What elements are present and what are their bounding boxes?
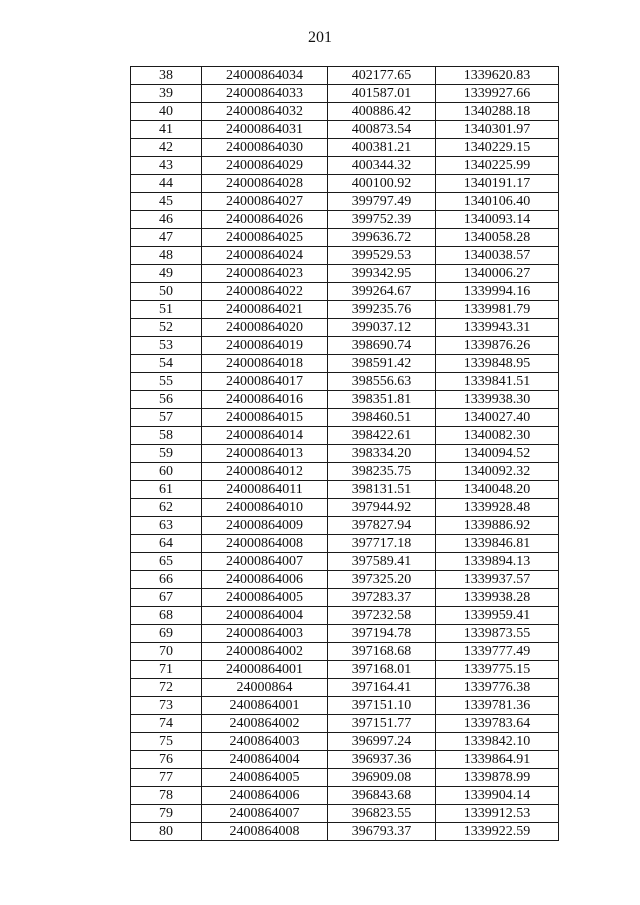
x-coordinate-cell: 396823.55 bbox=[328, 805, 436, 823]
point-id-cell: 24000864013 bbox=[202, 445, 328, 463]
table-row bbox=[131, 823, 559, 841]
point-number-cell: 64 bbox=[131, 535, 202, 553]
point-number-cell: 58 bbox=[131, 427, 202, 445]
point-id-cell: 24000864014 bbox=[202, 427, 328, 445]
y-coordinate-cell: 1340058.28 bbox=[436, 229, 559, 247]
table-row bbox=[131, 499, 559, 517]
y-coordinate-cell: 1339927.66 bbox=[436, 85, 559, 103]
point-id-cell: 24000864032 bbox=[202, 103, 328, 121]
x-coordinate-cell: 398556.63 bbox=[328, 373, 436, 391]
y-coordinate-cell: 1339842.10 bbox=[436, 733, 559, 751]
point-number-cell: 48 bbox=[131, 247, 202, 265]
table-row bbox=[131, 805, 559, 823]
point-number-cell: 47 bbox=[131, 229, 202, 247]
point-number-cell: 49 bbox=[131, 265, 202, 283]
point-number-cell: 41 bbox=[131, 121, 202, 139]
y-coordinate-cell: 1340225.99 bbox=[436, 157, 559, 175]
x-coordinate-cell: 399342.95 bbox=[328, 265, 436, 283]
y-coordinate-cell: 1340006.27 bbox=[436, 265, 559, 283]
table-row bbox=[131, 571, 559, 589]
point-id-cell: 24000864033 bbox=[202, 85, 328, 103]
point-number-cell: 68 bbox=[131, 607, 202, 625]
point-id-cell: 24000864021 bbox=[202, 301, 328, 319]
x-coordinate-cell: 397717.18 bbox=[328, 535, 436, 553]
point-id-cell: 24000864031 bbox=[202, 121, 328, 139]
point-number-cell: 77 bbox=[131, 769, 202, 787]
point-number-cell: 38 bbox=[131, 67, 202, 85]
point-id-cell: 24000864010 bbox=[202, 499, 328, 517]
y-coordinate-cell: 1339864.91 bbox=[436, 751, 559, 769]
table-row bbox=[131, 409, 559, 427]
table-row bbox=[131, 67, 559, 85]
y-coordinate-cell: 1339937.57 bbox=[436, 571, 559, 589]
x-coordinate-cell: 399235.76 bbox=[328, 301, 436, 319]
y-coordinate-cell: 1340038.57 bbox=[436, 247, 559, 265]
y-coordinate-cell: 1340092.32 bbox=[436, 463, 559, 481]
x-coordinate-cell: 397194.78 bbox=[328, 625, 436, 643]
table-row bbox=[131, 445, 559, 463]
table-row bbox=[131, 283, 559, 301]
point-number-cell: 43 bbox=[131, 157, 202, 175]
x-coordinate-cell: 398334.20 bbox=[328, 445, 436, 463]
point-id-cell: 24000864015 bbox=[202, 409, 328, 427]
table-row bbox=[131, 625, 559, 643]
page-number: 201 bbox=[308, 29, 332, 46]
y-coordinate-cell: 1339620.83 bbox=[436, 67, 559, 85]
point-id-cell: 2400864005 bbox=[202, 769, 328, 787]
y-coordinate-cell: 1339886.92 bbox=[436, 517, 559, 535]
x-coordinate-cell: 399797.49 bbox=[328, 193, 436, 211]
table-row bbox=[131, 427, 559, 445]
point-number-cell: 52 bbox=[131, 319, 202, 337]
point-number-cell: 61 bbox=[131, 481, 202, 499]
table-row bbox=[131, 157, 559, 175]
point-id-cell: 2400864007 bbox=[202, 805, 328, 823]
table-row bbox=[131, 787, 559, 805]
point-number-cell: 39 bbox=[131, 85, 202, 103]
x-coordinate-cell: 399636.72 bbox=[328, 229, 436, 247]
x-coordinate-cell: 399264.67 bbox=[328, 283, 436, 301]
point-number-cell: 53 bbox=[131, 337, 202, 355]
x-coordinate-cell: 398235.75 bbox=[328, 463, 436, 481]
y-coordinate-cell: 1340106.40 bbox=[436, 193, 559, 211]
x-coordinate-cell: 400344.32 bbox=[328, 157, 436, 175]
point-id-cell: 24000864018 bbox=[202, 355, 328, 373]
y-coordinate-cell: 1339777.49 bbox=[436, 643, 559, 661]
y-coordinate-cell: 1340301.97 bbox=[436, 121, 559, 139]
table-row bbox=[131, 193, 559, 211]
x-coordinate-cell: 396937.36 bbox=[328, 751, 436, 769]
point-id-cell: 24000864028 bbox=[202, 175, 328, 193]
point-number-cell: 66 bbox=[131, 571, 202, 589]
coordinates-table bbox=[130, 66, 559, 841]
point-id-cell: 24000864026 bbox=[202, 211, 328, 229]
point-number-cell: 57 bbox=[131, 409, 202, 427]
y-coordinate-cell: 1339841.51 bbox=[436, 373, 559, 391]
point-number-cell: 70 bbox=[131, 643, 202, 661]
x-coordinate-cell: 397232.58 bbox=[328, 607, 436, 625]
y-coordinate-cell: 1340288.18 bbox=[436, 103, 559, 121]
point-id-cell: 2400864002 bbox=[202, 715, 328, 733]
table-row bbox=[131, 715, 559, 733]
x-coordinate-cell: 399529.53 bbox=[328, 247, 436, 265]
point-number-cell: 50 bbox=[131, 283, 202, 301]
x-coordinate-cell: 398460.51 bbox=[328, 409, 436, 427]
point-number-cell: 73 bbox=[131, 697, 202, 715]
coordinates-table-body bbox=[131, 67, 559, 841]
point-id-cell: 24000864030 bbox=[202, 139, 328, 157]
table-row bbox=[131, 355, 559, 373]
x-coordinate-cell: 397164.41 bbox=[328, 679, 436, 697]
table-row bbox=[131, 769, 559, 787]
point-number-cell: 42 bbox=[131, 139, 202, 157]
point-id-cell: 2400864008 bbox=[202, 823, 328, 841]
y-coordinate-cell: 1339894.13 bbox=[436, 553, 559, 571]
y-coordinate-cell: 1339912.53 bbox=[436, 805, 559, 823]
point-id-cell: 24000864003 bbox=[202, 625, 328, 643]
x-coordinate-cell: 402177.65 bbox=[328, 67, 436, 85]
y-coordinate-cell: 1340229.15 bbox=[436, 139, 559, 157]
point-number-cell: 78 bbox=[131, 787, 202, 805]
point-number-cell: 65 bbox=[131, 553, 202, 571]
x-coordinate-cell: 400381.21 bbox=[328, 139, 436, 157]
table-row bbox=[131, 247, 559, 265]
point-number-cell: 51 bbox=[131, 301, 202, 319]
point-id-cell: 2400864001 bbox=[202, 697, 328, 715]
point-number-cell: 79 bbox=[131, 805, 202, 823]
table-row bbox=[131, 517, 559, 535]
point-number-cell: 56 bbox=[131, 391, 202, 409]
table-row bbox=[131, 589, 559, 607]
x-coordinate-cell: 399752.39 bbox=[328, 211, 436, 229]
table-row bbox=[131, 751, 559, 769]
y-coordinate-cell: 1339981.79 bbox=[436, 301, 559, 319]
point-number-cell: 59 bbox=[131, 445, 202, 463]
point-id-cell: 24000864009 bbox=[202, 517, 328, 535]
point-id-cell: 24000864025 bbox=[202, 229, 328, 247]
x-coordinate-cell: 397151.10 bbox=[328, 697, 436, 715]
point-number-cell: 74 bbox=[131, 715, 202, 733]
point-id-cell: 24000864027 bbox=[202, 193, 328, 211]
table-row bbox=[131, 679, 559, 697]
point-id-cell: 24000864034 bbox=[202, 67, 328, 85]
y-coordinate-cell: 1339848.95 bbox=[436, 355, 559, 373]
point-id-cell: 24000864011 bbox=[202, 481, 328, 499]
x-coordinate-cell: 397325.20 bbox=[328, 571, 436, 589]
point-id-cell: 24000864004 bbox=[202, 607, 328, 625]
x-coordinate-cell: 397283.37 bbox=[328, 589, 436, 607]
y-coordinate-cell: 1339878.99 bbox=[436, 769, 559, 787]
point-number-cell: 46 bbox=[131, 211, 202, 229]
point-id-cell: 24000864007 bbox=[202, 553, 328, 571]
y-coordinate-cell: 1339776.38 bbox=[436, 679, 559, 697]
table-row bbox=[131, 373, 559, 391]
y-coordinate-cell: 1340082.30 bbox=[436, 427, 559, 445]
table-row bbox=[131, 391, 559, 409]
point-id-cell: 24000864002 bbox=[202, 643, 328, 661]
x-coordinate-cell: 399037.12 bbox=[328, 319, 436, 337]
x-coordinate-cell: 396843.68 bbox=[328, 787, 436, 805]
y-coordinate-cell: 1339783.64 bbox=[436, 715, 559, 733]
point-number-cell: 40 bbox=[131, 103, 202, 121]
table-row bbox=[131, 481, 559, 499]
point-id-cell: 24000864024 bbox=[202, 247, 328, 265]
y-coordinate-cell: 1339943.31 bbox=[436, 319, 559, 337]
point-number-cell: 45 bbox=[131, 193, 202, 211]
x-coordinate-cell: 397827.94 bbox=[328, 517, 436, 535]
x-coordinate-cell: 398690.74 bbox=[328, 337, 436, 355]
point-id-cell: 2400864006 bbox=[202, 787, 328, 805]
x-coordinate-cell: 400100.92 bbox=[328, 175, 436, 193]
point-id-cell: 24000864012 bbox=[202, 463, 328, 481]
point-number-cell: 76 bbox=[131, 751, 202, 769]
point-number-cell: 69 bbox=[131, 625, 202, 643]
y-coordinate-cell: 1339781.36 bbox=[436, 697, 559, 715]
x-coordinate-cell: 396909.08 bbox=[328, 769, 436, 787]
y-coordinate-cell: 1339959.41 bbox=[436, 607, 559, 625]
y-coordinate-cell: 1339876.26 bbox=[436, 337, 559, 355]
x-coordinate-cell: 397168.68 bbox=[328, 643, 436, 661]
y-coordinate-cell: 1339938.30 bbox=[436, 391, 559, 409]
y-coordinate-cell: 1339938.28 bbox=[436, 589, 559, 607]
table-row bbox=[131, 697, 559, 715]
table-row bbox=[131, 319, 559, 337]
point-id-cell: 24000864001 bbox=[202, 661, 328, 679]
y-coordinate-cell: 1339922.59 bbox=[436, 823, 559, 841]
point-number-cell: 44 bbox=[131, 175, 202, 193]
table-row bbox=[131, 337, 559, 355]
x-coordinate-cell: 398351.81 bbox=[328, 391, 436, 409]
table-row bbox=[131, 301, 559, 319]
table-row bbox=[131, 661, 559, 679]
table-row bbox=[131, 229, 559, 247]
point-id-cell: 24000864019 bbox=[202, 337, 328, 355]
point-id-cell: 24000864 bbox=[202, 679, 328, 697]
x-coordinate-cell: 398422.61 bbox=[328, 427, 436, 445]
y-coordinate-cell: 1339846.81 bbox=[436, 535, 559, 553]
table-row bbox=[131, 265, 559, 283]
point-number-cell: 67 bbox=[131, 589, 202, 607]
point-id-cell: 24000864023 bbox=[202, 265, 328, 283]
table-row bbox=[131, 211, 559, 229]
y-coordinate-cell: 1340093.14 bbox=[436, 211, 559, 229]
point-id-cell: 24000864017 bbox=[202, 373, 328, 391]
point-number-cell: 62 bbox=[131, 499, 202, 517]
point-id-cell: 24000864006 bbox=[202, 571, 328, 589]
x-coordinate-cell: 397944.92 bbox=[328, 499, 436, 517]
y-coordinate-cell: 1339904.14 bbox=[436, 787, 559, 805]
table-row bbox=[131, 121, 559, 139]
table-row bbox=[131, 607, 559, 625]
point-number-cell: 55 bbox=[131, 373, 202, 391]
x-coordinate-cell: 396793.37 bbox=[328, 823, 436, 841]
point-number-cell: 71 bbox=[131, 661, 202, 679]
y-coordinate-cell: 1340094.52 bbox=[436, 445, 559, 463]
table-row bbox=[131, 733, 559, 751]
point-number-cell: 72 bbox=[131, 679, 202, 697]
point-number-cell: 80 bbox=[131, 823, 202, 841]
y-coordinate-cell: 1340027.40 bbox=[436, 409, 559, 427]
point-number-cell: 63 bbox=[131, 517, 202, 535]
y-coordinate-cell: 1339994.16 bbox=[436, 283, 559, 301]
x-coordinate-cell: 397151.77 bbox=[328, 715, 436, 733]
point-id-cell: 2400864003 bbox=[202, 733, 328, 751]
table-row bbox=[131, 85, 559, 103]
y-coordinate-cell: 1339775.15 bbox=[436, 661, 559, 679]
point-id-cell: 24000864008 bbox=[202, 535, 328, 553]
table-row bbox=[131, 139, 559, 157]
point-id-cell: 2400864004 bbox=[202, 751, 328, 769]
x-coordinate-cell: 398131.51 bbox=[328, 481, 436, 499]
x-coordinate-cell: 397168.01 bbox=[328, 661, 436, 679]
point-id-cell: 24000864029 bbox=[202, 157, 328, 175]
point-number-cell: 75 bbox=[131, 733, 202, 751]
table-row bbox=[131, 463, 559, 481]
y-coordinate-cell: 1340048.20 bbox=[436, 481, 559, 499]
table-row bbox=[131, 643, 559, 661]
y-coordinate-cell: 1340191.17 bbox=[436, 175, 559, 193]
x-coordinate-cell: 401587.01 bbox=[328, 85, 436, 103]
x-coordinate-cell: 396997.24 bbox=[328, 733, 436, 751]
x-coordinate-cell: 398591.42 bbox=[328, 355, 436, 373]
point-id-cell: 24000864022 bbox=[202, 283, 328, 301]
point-id-cell: 24000864005 bbox=[202, 589, 328, 607]
y-coordinate-cell: 1339873.55 bbox=[436, 625, 559, 643]
x-coordinate-cell: 400873.54 bbox=[328, 121, 436, 139]
point-number-cell: 60 bbox=[131, 463, 202, 481]
table-row bbox=[131, 103, 559, 121]
table-row bbox=[131, 535, 559, 553]
x-coordinate-cell: 400886.42 bbox=[328, 103, 436, 121]
point-number-cell: 54 bbox=[131, 355, 202, 373]
point-id-cell: 24000864020 bbox=[202, 319, 328, 337]
table-row bbox=[131, 175, 559, 193]
y-coordinate-cell: 1339928.48 bbox=[436, 499, 559, 517]
x-coordinate-cell: 397589.41 bbox=[328, 553, 436, 571]
point-id-cell: 24000864016 bbox=[202, 391, 328, 409]
table-row bbox=[131, 553, 559, 571]
